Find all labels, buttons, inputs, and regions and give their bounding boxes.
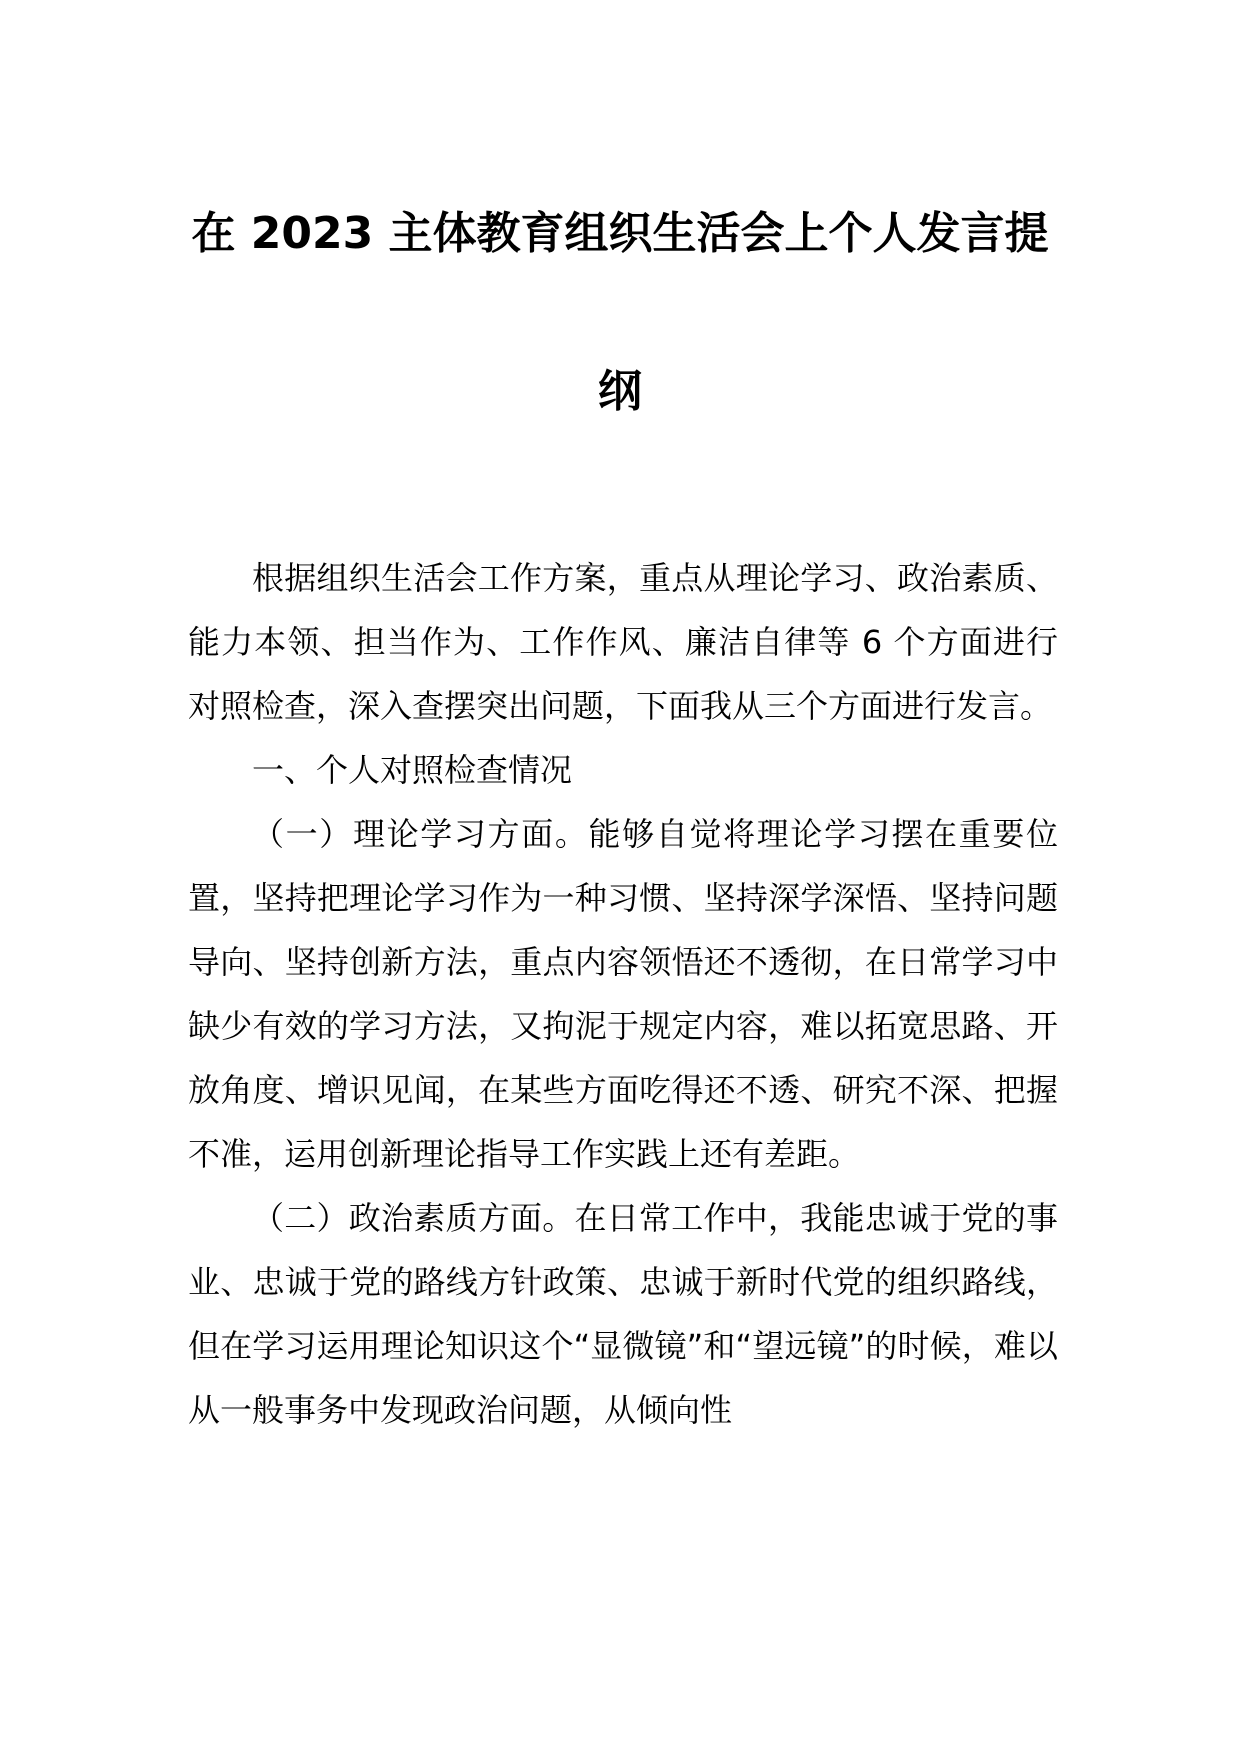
section-heading-1: 一、个人对照检查情况: [252, 751, 573, 789]
document-title-line-1: 在 2023 主体教育组织生活会上个人发言提: [191, 208, 1049, 259]
document-body: [188, 546, 1058, 1442]
document-title-line-2: 纲: [598, 366, 642, 417]
paragraph-political-quality: （二）政治素质方面。在日常工作中，我能忠诚于党的事业、忠诚于党的路线方针政策、忠诚于新时代党的组织路线，但在学习运用理论知识这个“显微镜”和“望远镜”的时候，难以从一般事务中发现政治问题，从倾向性: [188, 1199, 1058, 1429]
paragraph-theory-study: （一）理论学习方面。能够自觉将理论学习摆在重要位置，坚持把理论学习作为一种习惯、坚持深学深悟、坚持问题导向、坚持创新方法，重点内容领悟还不透彻，在日常学习中缺少有效的学习方法，又拘泥于规定内容，难以拓宽思路、开放角度、增识见闻，在某些方面吃得还不透、研究不深、把握不准，运用创新理论指导工作实践上还有差距。: [188, 815, 1058, 1173]
paragraph-intro: 根据组织生活会工作方案，重点从理论学习、政治素质、能力本领、担当作为、工作作风、廉洁自律等 6 个方面进行对照检查，深入查摆突出问题，下面我从三个方面进行发言。: [188, 559, 1058, 725]
